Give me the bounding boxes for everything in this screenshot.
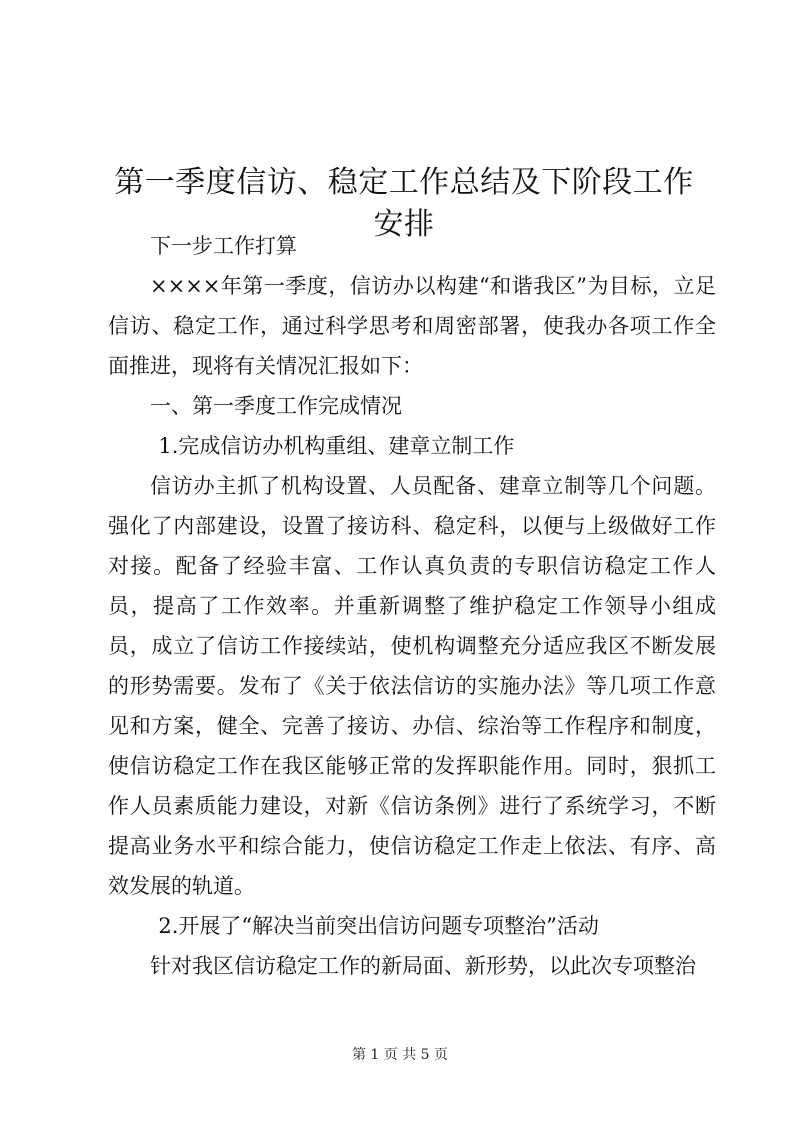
section-heading: 一、第一季度工作完成情况 xyxy=(150,394,402,418)
document-title: 第一季度信访、稳定工作总结及下阶段工作安排 xyxy=(114,165,694,243)
body-paragraph: 针对我区信访稳定工作的新局面、新形势，以此次专项整治 xyxy=(150,954,696,978)
document-body xyxy=(108,226,716,986)
body-paragraph: 信访办主抓了机构设置、人员配备、建章立制等几个问题。强化了内部建设，设置了接访科、稳定科，以便与上级做好工作对接。配备了经验丰富、工作认真负责的专职信访稳定工作人员，提高了工作效率。并重新调整了维护稳定工作领导小组成员，成立了信访工作接续站，使机构调整充分适应我区不断发展的形势需要。发布了《关于依法信访的实施办法》等几项工作意见和方案，健全、完善了接访、办信、综治等工作程序和制度，使信访稳定工作在我区能够正常的发挥职能作用。同时，狠抓工作人员素质能力建设，对新《信访条例》进行了系统学习，不断提高业务水平和综合能力，使信访稳定工作走上依法、有序、高效发展的轨道。 xyxy=(108,474,716,898)
section-subtitle: 下一步工作打算 xyxy=(150,234,297,258)
subsection-heading: 2.开展了“解决当前突出信访问题专项整治”活动 xyxy=(158,914,599,938)
intro-paragraph: ××××年第一季度，信访办以构建“和谐我区”为目标，立足信访、稳定工作，通过科学思考和周密部署，使我办各项工作全面推进，现将有关情况汇报如下： xyxy=(108,274,716,378)
page-footer: 第 1 页 共 5 页 xyxy=(351,1047,449,1063)
subsection-heading: 1.完成信访办机构重组、建章立制工作 xyxy=(158,434,515,458)
